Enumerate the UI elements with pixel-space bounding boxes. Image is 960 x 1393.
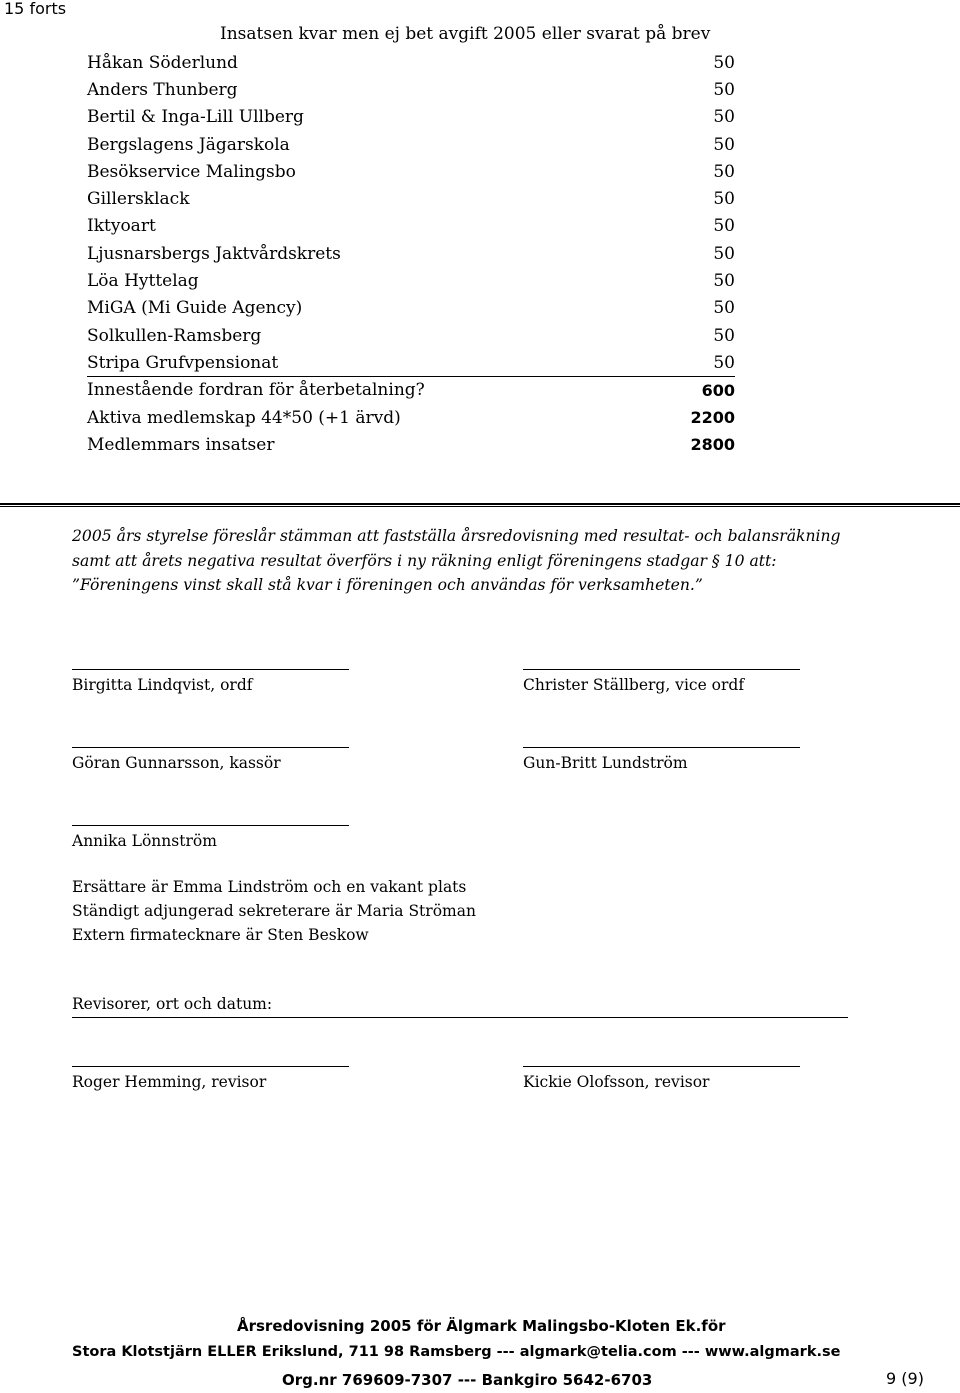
section-title: Insatsen kvar men ej bet avgift 2005 eller svarat på brev: [220, 24, 711, 44]
member-amount: 50: [713, 189, 735, 210]
total-row-contributions: [87, 431, 735, 458]
note-line: Ständigt adjungerad sekreterare är Maria Ströman: [72, 902, 476, 920]
total-amount: 2200: [690, 408, 735, 427]
sum-divider: [87, 376, 735, 377]
list-item: [87, 158, 735, 185]
signature-name: Göran Gunnarsson, kassör: [72, 754, 281, 772]
note-line: Extern firmatecknare är Sten Beskow: [72, 926, 369, 944]
member-name: Solkullen-Ramsberg: [87, 325, 262, 346]
member-name: Håkan Söderlund: [87, 52, 238, 73]
total-amount: 2800: [690, 435, 735, 455]
list-item: [87, 49, 735, 76]
signature-line: [72, 825, 349, 826]
signature-name: Annika Lönnström: [72, 832, 217, 850]
list-item: [87, 349, 735, 376]
list-item: [87, 322, 735, 349]
footer-org-number: Org.nr 769609-7307 --- Bankgiro 5642-6703: [282, 1371, 653, 1389]
list-item: [87, 185, 735, 212]
double-rule-divider: [0, 503, 960, 507]
member-name: MiGA (Mi Guide Agency): [87, 298, 303, 319]
note-line: Ersättare är Emma Lindström och en vakant plats: [72, 878, 467, 896]
member-amount: 50: [713, 107, 735, 128]
signature-name: Christer Ställberg, vice ordf: [523, 676, 745, 694]
member-name: Besökservice Malingsbo: [87, 161, 296, 182]
list-item: [87, 240, 735, 267]
total-label: Innestående fordran för återbetalning?: [87, 380, 425, 401]
total-row-receivable: [87, 377, 735, 404]
list-item: [87, 295, 735, 322]
signature-line: [72, 1066, 349, 1067]
auditor-name: Kickie Olofsson, revisor: [523, 1073, 710, 1091]
signature-line: [523, 1066, 800, 1067]
auditor-name: Roger Hemming, revisor: [72, 1073, 267, 1091]
member-amount: 50: [713, 134, 735, 155]
signature-line: [523, 747, 800, 748]
member-amount: 50: [713, 298, 735, 319]
member-amount: 50: [713, 79, 735, 100]
footer-contact: Stora Klotstjärn ELLER Erikslund, 711 98 Ramsberg --- algmark@telia.com --- www.algmark.se: [72, 1344, 841, 1360]
proposal-line: samt att årets negativa resultat överförs i ny räkning enligt föreningens stadgar § 10 att:: [72, 551, 777, 570]
signature-name: Birgitta Lindqvist, ordf: [72, 676, 253, 694]
member-name: Anders Thunberg: [87, 79, 238, 100]
member-amount: 50: [713, 161, 735, 182]
proposal-line: 2005 års styrelse föreslår stämman att fastställa årsredovisning med resultat- och balansräkning: [72, 527, 841, 545]
list-item: [87, 131, 735, 158]
proposal-line: ”Föreningens vinst skall stå kvar i föreningen och användas för verksamheten.”: [72, 576, 703, 595]
member-name: Stripa Grufvpensionat: [87, 352, 279, 373]
board-proposal: [72, 524, 954, 598]
total-label: Medlemmars insatser: [87, 434, 275, 455]
list-item: [87, 267, 735, 294]
member-amount: 50: [713, 216, 735, 237]
auditors-heading-underline: [72, 1017, 848, 1018]
member-amount: 50: [713, 243, 735, 264]
member-amount: 50: [713, 52, 735, 73]
member-name: Löa Hyttelag: [87, 271, 199, 292]
auditors-heading: Revisorer, ort och datum:: [72, 995, 273, 1013]
member-amount: 50: [713, 325, 735, 346]
signature-name: Gun-Britt Lundström: [523, 754, 688, 772]
member-name: Bertil & Inga-Lill Ullberg: [87, 107, 304, 128]
total-row-memberships: [87, 404, 735, 431]
list-item: [87, 104, 735, 131]
signature-line: [523, 669, 800, 670]
member-amount: 50: [713, 352, 735, 373]
member-list: [87, 49, 735, 458]
page-number: 9 (9): [886, 1369, 924, 1388]
list-item: [87, 76, 735, 103]
signature-line: [72, 669, 349, 670]
total-amount: 600: [701, 380, 735, 400]
member-name: Gillersklack: [87, 189, 190, 210]
member-name: Ljusnarsbergs Jaktvårdskrets: [87, 243, 341, 264]
member-name: Bergslagens Jägarskola: [87, 134, 290, 155]
member-name: Iktyoart: [87, 216, 156, 237]
member-amount: 50: [713, 271, 735, 292]
continued-label: 15 forts: [4, 0, 67, 18]
footer-title: Årsredovisning 2005 för Älgmark Malingsbo-Kloten Ek.för: [237, 1317, 726, 1335]
signature-line: [72, 747, 349, 748]
total-label: Aktiva medlemskap 44*50 (+1 ärvd): [87, 407, 401, 428]
list-item: [87, 213, 735, 240]
